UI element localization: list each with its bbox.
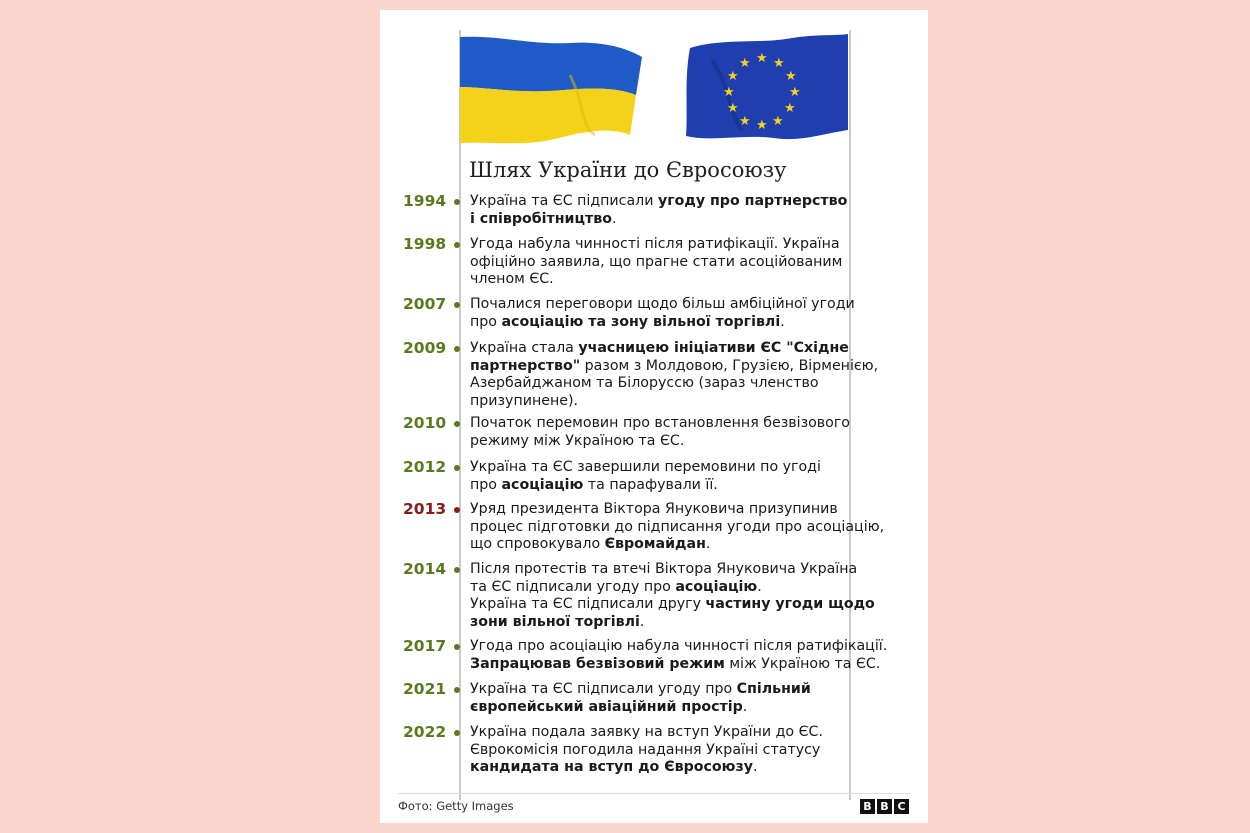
timeline-text-segment: Угода про асоціацію набула чинності після ратифікації. xyxy=(470,638,888,654)
timeline-description xyxy=(470,638,910,673)
timeline-text-line xyxy=(470,236,910,254)
timeline-bullet-icon xyxy=(454,507,460,513)
timeline-text-bold: асоціацію xyxy=(675,578,758,595)
timeline-bullet-icon xyxy=(454,730,460,736)
timeline-description xyxy=(470,681,910,716)
timeline-text-segment: Україна та ЄС підписали xyxy=(470,193,658,209)
timeline-text-segment: Україна стала xyxy=(470,340,579,356)
timeline-description xyxy=(470,724,910,777)
eu-star-icon: ★ xyxy=(727,69,739,84)
bbc-logo-letter: C xyxy=(894,799,909,814)
timeline-description xyxy=(470,415,910,450)
eu-star-icon: ★ xyxy=(739,56,751,71)
timeline-text-line xyxy=(470,254,910,272)
timeline-text-line xyxy=(470,742,910,760)
eu-flag-icon xyxy=(682,30,850,148)
timeline-bullet-icon xyxy=(454,346,460,352)
timeline-text-line xyxy=(470,656,910,674)
timeline-year: 2014 xyxy=(403,560,447,578)
timeline-year: 2013 xyxy=(403,500,447,518)
timeline-text-line xyxy=(470,296,910,314)
timeline-text-segment: режиму між Україною та ЄС. xyxy=(470,432,685,449)
timeline-bullet-icon xyxy=(454,421,460,427)
timeline-text-segment: офіційно заявила, що прагне стати асоційованим xyxy=(470,253,843,270)
timeline-bullet-icon xyxy=(454,687,460,693)
timeline-text-line xyxy=(470,358,910,376)
timeline-text-line xyxy=(470,519,910,537)
timeline-text-line xyxy=(470,614,910,632)
timeline-text-line xyxy=(470,375,910,393)
timeline-text-bold: асоціацію xyxy=(501,476,584,493)
timeline-year: 2009 xyxy=(403,339,447,357)
bbc-logo xyxy=(860,799,909,814)
timeline-year: 2012 xyxy=(403,458,447,476)
eu-star-icon: ★ xyxy=(756,118,768,133)
timeline-text-segment: . xyxy=(757,578,762,595)
eu-star-icon: ★ xyxy=(727,101,739,116)
timeline-text-line xyxy=(470,699,910,717)
timeline-text-bold: кандидата на вступ до Євросоюзу xyxy=(470,759,753,775)
timeline-text-segment: про xyxy=(470,476,502,493)
timeline-description xyxy=(470,296,910,331)
timeline-text-segment: членом ЄС. xyxy=(470,271,554,287)
timeline-text-segment: та ЄС підписали угоду про xyxy=(470,578,676,595)
timeline-text-line xyxy=(470,459,910,477)
timeline-text-segment: . xyxy=(742,698,748,715)
timeline-bullet-icon xyxy=(454,199,460,205)
timeline-text-segment: Почалися переговори щодо більш амбіційної угоди xyxy=(470,296,855,312)
timeline-bullet-icon xyxy=(454,302,460,308)
timeline-text-line xyxy=(470,211,910,229)
timeline-year: 2021 xyxy=(403,680,447,698)
timeline-bullet-icon xyxy=(454,242,460,248)
timeline-text-segment: що спровокувало xyxy=(470,536,605,552)
timeline-text-segment: процес підготовки до підписання угоди про асоціацію, xyxy=(470,518,885,535)
eu-star-icon: ★ xyxy=(772,114,784,129)
timeline-text-bold: частину угоди щодо xyxy=(705,596,875,612)
timeline-text-segment: Початок перемовин про встановлення безвізового xyxy=(470,415,850,431)
timeline-text-line xyxy=(470,393,910,411)
timeline-text-segment: Після протестів та втечі Віктора Януковича Україна xyxy=(470,561,858,577)
timeline-text-segment: Україна та ЄС завершили перемовини по угоді xyxy=(470,459,821,475)
timeline-text-segment: . xyxy=(611,210,617,227)
timeline-text-line xyxy=(470,433,910,451)
timeline-text-line xyxy=(470,596,910,614)
timeline-description xyxy=(470,459,910,494)
timeline-text-segment: про xyxy=(470,313,502,330)
timeline-text-segment: Україна та ЄС підписали другу xyxy=(470,596,706,612)
timeline-year: 2010 xyxy=(403,414,447,432)
timeline-text-line xyxy=(470,340,910,358)
timeline-text-segment: Україна та ЄС підписали угоду про xyxy=(470,681,737,697)
timeline-text-line xyxy=(470,501,910,519)
flags-banner xyxy=(380,10,928,160)
timeline-text-bold: угоду про партнерство xyxy=(657,193,848,209)
eu-star-icon: ★ xyxy=(739,114,751,129)
eu-star-icon: ★ xyxy=(723,85,735,100)
ukraine-flag-icon xyxy=(460,35,645,155)
eu-star-icon: ★ xyxy=(784,101,796,116)
footer-divider xyxy=(398,793,910,794)
timeline-text-line xyxy=(470,681,910,699)
timeline-text-segment: . xyxy=(705,536,711,552)
timeline-text-line xyxy=(470,724,910,742)
timeline-text-bold: асоціацію та зону вільної торгівлі xyxy=(501,313,781,330)
timeline-text-bold: зони вільної торгівлі xyxy=(470,613,640,630)
timeline-description xyxy=(470,340,910,410)
timeline-text-segment: Єврокомісія погодила надання Україні статусу xyxy=(470,741,821,758)
photo-credit: Фото: Getty Images xyxy=(398,799,514,813)
timeline-text-segment: Уряд президента Віктора Януковича призупинив xyxy=(470,501,838,517)
bbc-logo-letter: B xyxy=(877,799,892,814)
timeline-text-segment: разом з Молдовою, Грузією, Вірменією, xyxy=(580,357,879,374)
timeline-bullet-icon xyxy=(454,567,460,573)
timeline-text-line xyxy=(470,477,910,495)
bbc-logo-letter: B xyxy=(860,799,875,814)
timeline-text-bold: учасницею ініціативи ЄС "Східне xyxy=(578,340,849,356)
timeline-text-bold: і співробітництво xyxy=(470,210,612,227)
timeline-year: 1998 xyxy=(403,235,447,253)
timeline-bullet-icon xyxy=(454,465,460,471)
timeline-text-line xyxy=(470,271,910,289)
timeline-text-bold: європейський авіаційний простір xyxy=(470,698,743,715)
timeline-text-bold: Євромайдан xyxy=(604,536,706,552)
timeline-text-segment: Україна подала заявку на вступ України до ЄС. xyxy=(470,724,823,740)
timeline-description xyxy=(470,501,910,554)
timeline-text-line xyxy=(470,561,910,579)
timeline-text-segment: . xyxy=(639,613,645,630)
timeline-text-line xyxy=(470,314,910,332)
timeline-text-line xyxy=(470,536,910,554)
timeline-description xyxy=(470,193,910,228)
timeline-year: 2017 xyxy=(403,637,447,655)
timeline-text-line xyxy=(470,579,910,597)
timeline-description xyxy=(470,561,910,631)
timeline-text-segment: та парафували її. xyxy=(583,476,718,493)
eu-star-icon: ★ xyxy=(785,69,797,84)
timeline-description xyxy=(470,236,910,289)
timeline-text-segment: . xyxy=(752,759,758,775)
timeline-text-segment: . xyxy=(780,313,785,330)
eu-star-icon: ★ xyxy=(789,85,801,100)
timeline-text-bold: Спільний xyxy=(736,681,811,697)
timeline-year: 1994 xyxy=(403,192,447,210)
timeline-text-segment: Угода набула чинності після ратифікації. Україна xyxy=(470,236,840,252)
infographic-card xyxy=(380,10,928,823)
eu-star-icon: ★ xyxy=(773,56,785,71)
page-title: Шлях України до Євросоюзу xyxy=(469,158,787,182)
timeline-text-line xyxy=(470,638,910,656)
timeline-text-segment: між Україною та ЄС. xyxy=(724,655,881,672)
timeline-bullet-icon xyxy=(454,644,460,650)
timeline-year: 2007 xyxy=(403,295,447,313)
timeline-text-bold: партнерство" xyxy=(470,357,581,374)
timeline-year: 2022 xyxy=(403,723,447,741)
timeline-text-line xyxy=(470,759,910,777)
timeline-text-line xyxy=(470,415,910,433)
timeline-text-line xyxy=(470,193,910,211)
eu-star-icon: ★ xyxy=(756,51,768,66)
timeline-text-segment: призупинене). xyxy=(470,392,578,409)
timeline-text-bold: Запрацював безвізовий режим xyxy=(470,655,725,672)
timeline-text-segment: Азербайджаном та Білоруссю (зараз членство xyxy=(470,375,819,391)
